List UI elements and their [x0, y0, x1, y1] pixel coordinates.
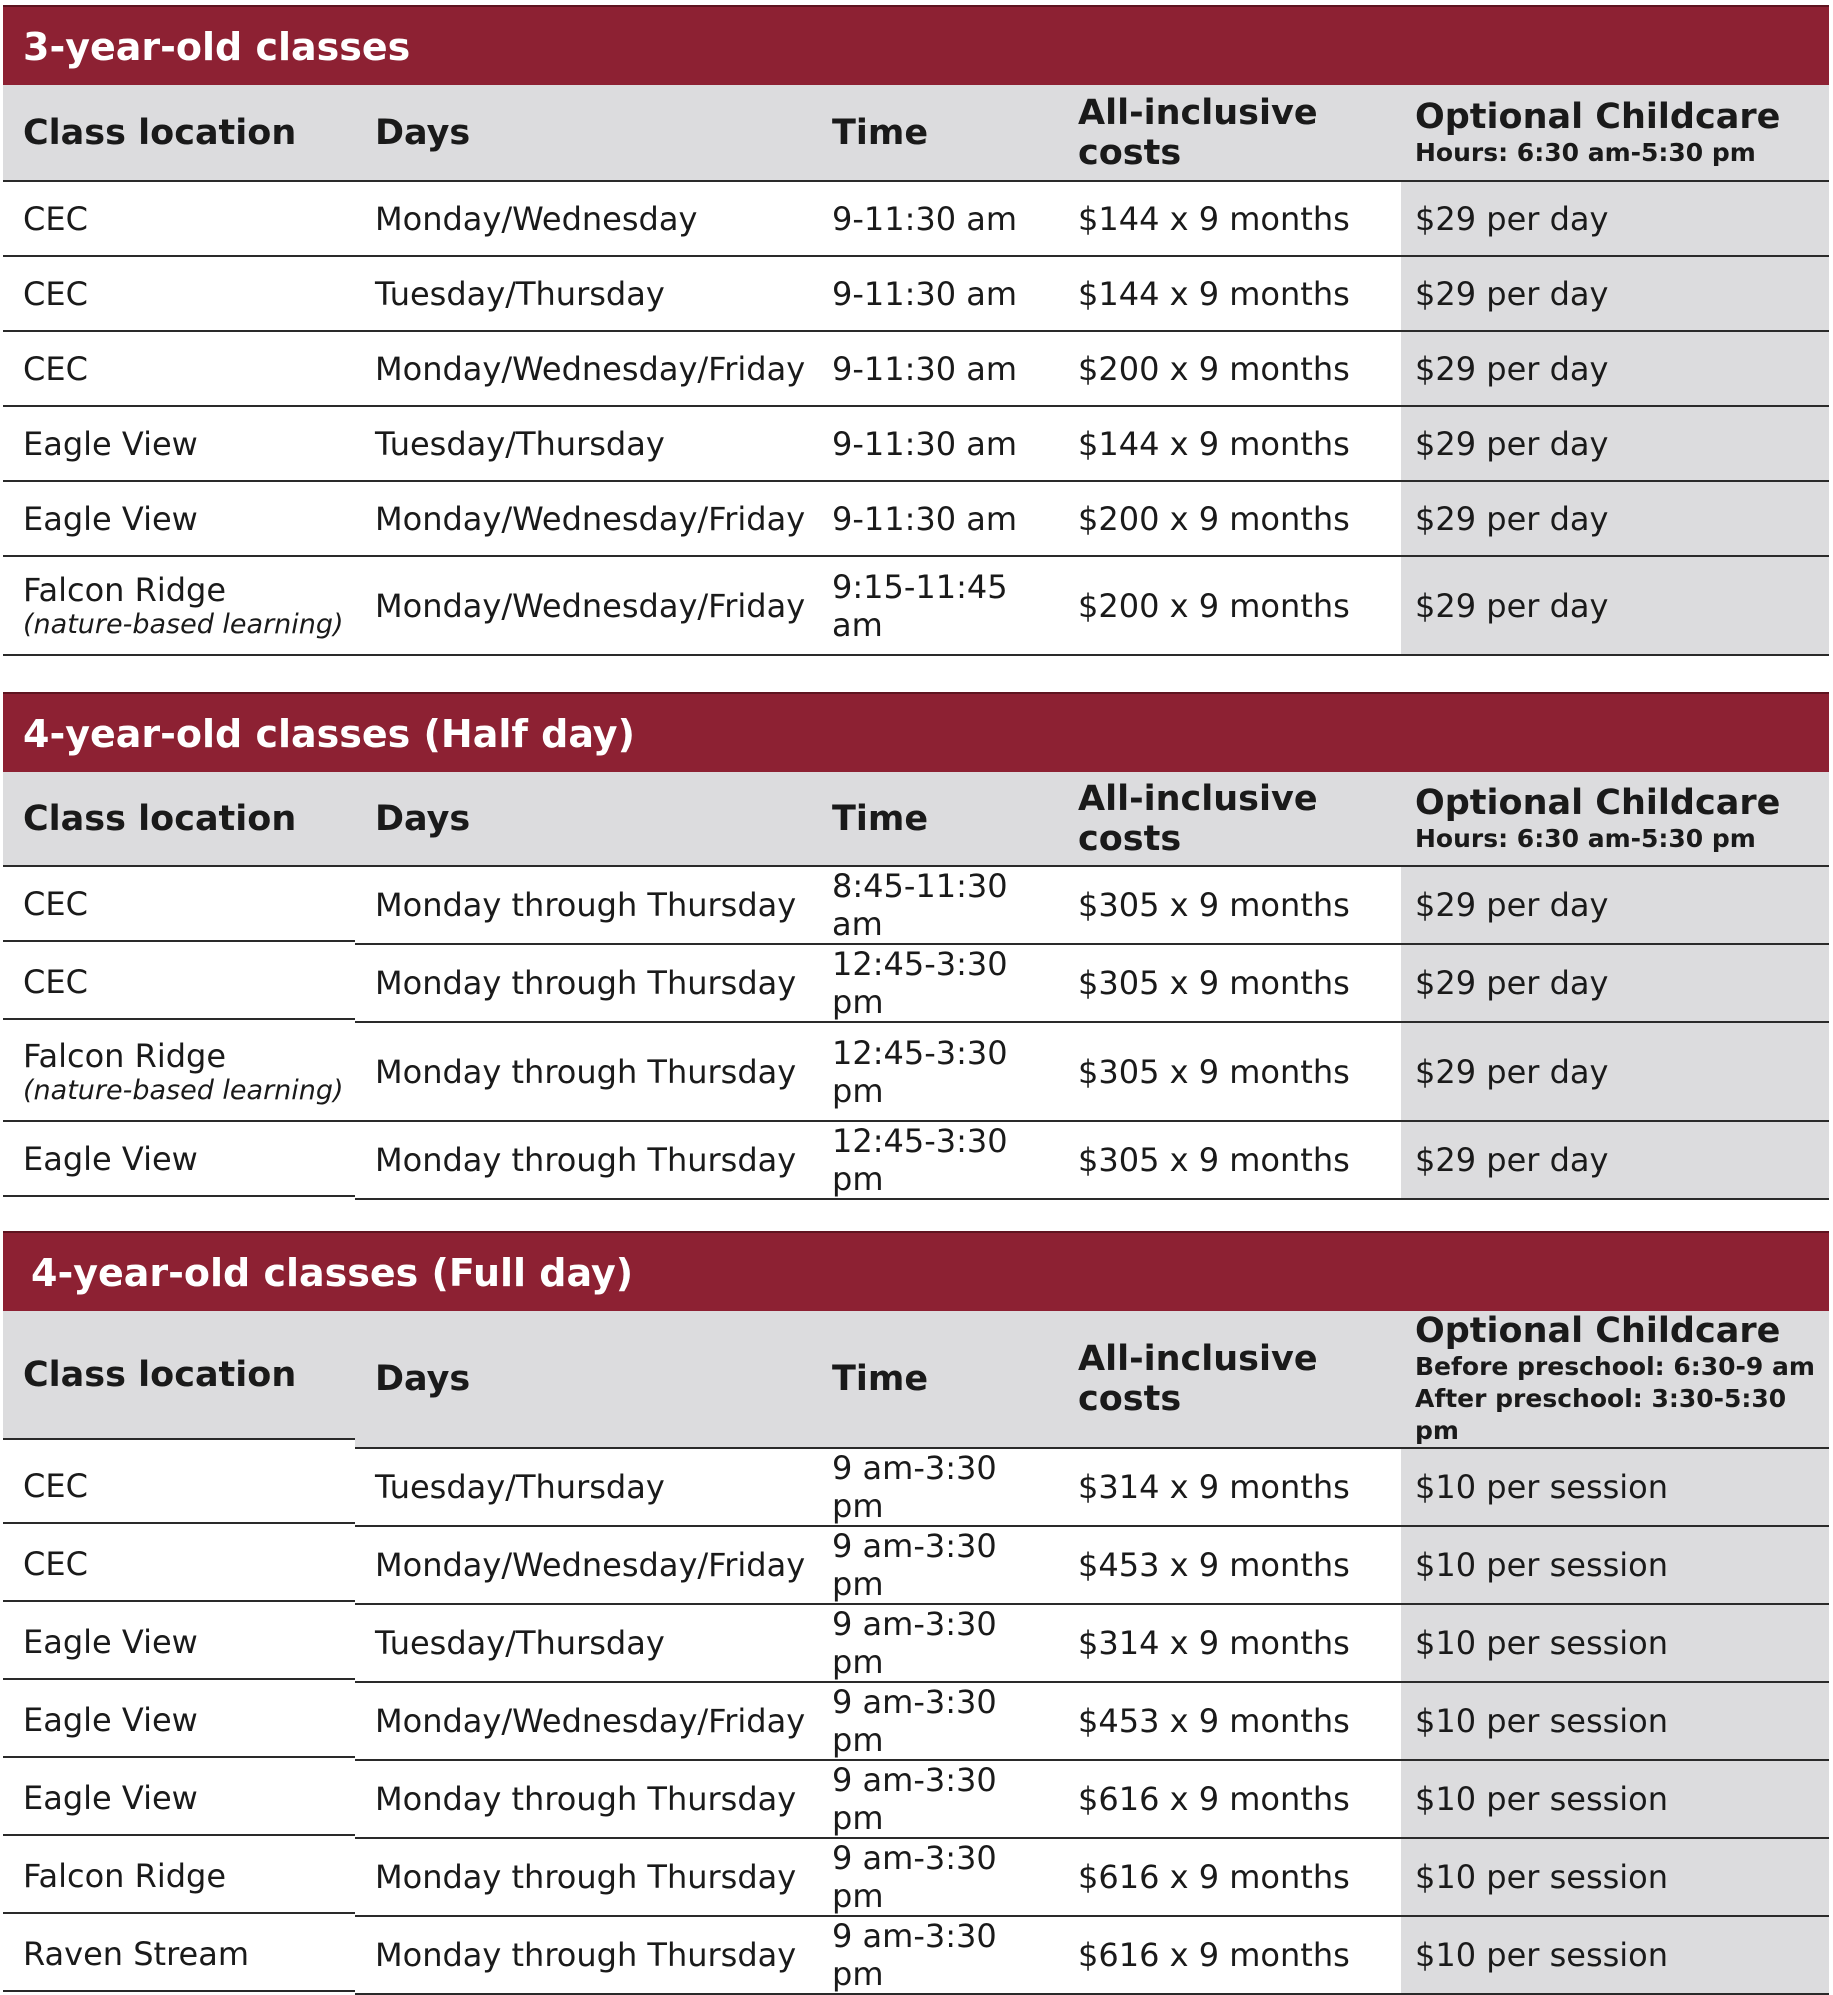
header-costs: All-inclusive costs: [1058, 85, 1401, 182]
cell-days: Monday through Thursday: [355, 1122, 812, 1200]
header-time: Time: [812, 85, 1058, 182]
header-days: Days: [355, 85, 812, 182]
cell-time: 9-11:30 am: [812, 332, 1058, 407]
class-table: [3, 772, 1829, 1200]
cell-days: Monday through Thursday: [355, 1023, 812, 1122]
header-class-location: Class location: [3, 85, 355, 182]
header-costs: All-inclusive costs: [1058, 1311, 1401, 1449]
cell-days: Monday through Thursday: [355, 1761, 812, 1839]
cell-time: 9 am-3:30 pm: [812, 1839, 1058, 1917]
cell-childcare: $29 per day: [1401, 182, 1829, 257]
class-table: [3, 85, 1829, 656]
class-table: [3, 1311, 1829, 1995]
cell-cost: $616 x 9 months: [1058, 1917, 1401, 1995]
cell-childcare: $29 per day: [1401, 945, 1829, 1023]
cell-childcare: $10 per session: [1401, 1839, 1829, 1917]
cell-time: 9 am-3:30 pm: [812, 1449, 1058, 1527]
cell-days: Monday/Wednesday/Friday: [355, 1527, 812, 1605]
cell-days: Tuesday/Thursday: [355, 257, 812, 332]
cell-childcare: $29 per day: [1401, 332, 1829, 407]
cell-childcare: $29 per day: [1401, 1122, 1829, 1200]
location-name: Falcon Ridge: [23, 1036, 227, 1075]
cell-location: Eagle View: [3, 1122, 355, 1197]
cell-childcare: $10 per session: [1401, 1683, 1829, 1761]
cell-location: CEC: [3, 867, 355, 942]
section-title: 3-year-old classes: [3, 5, 1829, 85]
header-class-location: Class location: [3, 772, 355, 867]
cell-location: CEC: [3, 182, 355, 257]
cell-time: 9 am-3:30 pm: [812, 1683, 1058, 1761]
header-days: Days: [355, 1311, 812, 1449]
cell-time: 8:45-11:30 am: [812, 867, 1058, 945]
section-title: 4-year-old classes (Half day): [3, 692, 1829, 772]
cell-location: Eagle View: [3, 1683, 355, 1758]
header-class-location: Class location: [3, 1311, 355, 1440]
cell-days: Monday through Thursday: [355, 1917, 812, 1995]
cell-childcare: $29 per day: [1401, 257, 1829, 332]
header-childcare: [1401, 85, 1829, 182]
cell-location: Raven Stream: [3, 1917, 355, 1992]
cell-location: [3, 1023, 355, 1122]
cell-days: Tuesday/Thursday: [355, 407, 812, 482]
cell-cost: $616 x 9 months: [1058, 1839, 1401, 1917]
cell-cost: $305 x 9 months: [1058, 945, 1401, 1023]
cell-cost: $144 x 9 months: [1058, 182, 1401, 257]
header-childcare: [1401, 1311, 1829, 1449]
cell-location: Eagle View: [3, 1605, 355, 1680]
header-costs: All-inclusive costs: [1058, 772, 1401, 867]
header-days: Days: [355, 772, 812, 867]
cell-cost: $314 x 9 months: [1058, 1605, 1401, 1683]
section-4-year-old-full-day: [3, 1231, 1829, 1995]
cell-days: Monday/Wednesday/Friday: [355, 1683, 812, 1761]
cell-time: 9:15-11:45 am: [812, 557, 1058, 656]
cell-time: 9 am-3:30 pm: [812, 1917, 1058, 1995]
cell-childcare: $29 per day: [1401, 867, 1829, 945]
cell-location: CEC: [3, 1527, 355, 1602]
cell-cost: $453 x 9 months: [1058, 1527, 1401, 1605]
cell-time: 9-11:30 am: [812, 482, 1058, 557]
cell-location: Eagle View: [3, 482, 355, 557]
header-childcare: [1401, 772, 1829, 867]
header-childcare-title: Optional Childcare: [1415, 96, 1781, 137]
header-childcare-title: Optional Childcare: [1415, 782, 1781, 823]
cell-childcare: $29 per day: [1401, 482, 1829, 557]
cell-days: Tuesday/Thursday: [355, 1605, 812, 1683]
header-childcare-hours: Hours: 6:30 am-5:30 pm: [1415, 137, 1756, 167]
location-name: Falcon Ridge: [23, 570, 227, 609]
cell-childcare: $29 per day: [1401, 1023, 1829, 1122]
cell-days: Monday/Wednesday: [355, 182, 812, 257]
section-4-year-old-half-day: [3, 692, 1829, 1200]
cell-location: CEC: [3, 332, 355, 407]
cell-cost: $305 x 9 months: [1058, 867, 1401, 945]
cell-location: Falcon Ridge: [3, 1839, 355, 1914]
cell-cost: $305 x 9 months: [1058, 1122, 1401, 1200]
cell-childcare: $10 per session: [1401, 1917, 1829, 1995]
location-note: (nature-based learning): [23, 1074, 344, 1106]
cell-days: Tuesday/Thursday: [355, 1449, 812, 1527]
cell-cost: $144 x 9 months: [1058, 257, 1401, 332]
cell-cost: $144 x 9 months: [1058, 407, 1401, 482]
cell-location: CEC: [3, 1449, 355, 1524]
cell-location: Eagle View: [3, 1761, 355, 1836]
cell-cost: $616 x 9 months: [1058, 1761, 1401, 1839]
header-childcare-before: Before preschool: 6:30-9 am: [1415, 1352, 1815, 1381]
location-note: (nature-based learning): [23, 608, 344, 640]
cell-days: Monday/Wednesday/Friday: [355, 332, 812, 407]
cell-cost: $200 x 9 months: [1058, 557, 1401, 656]
cell-childcare: $10 per session: [1401, 1527, 1829, 1605]
cell-cost: $453 x 9 months: [1058, 1683, 1401, 1761]
header-childcare-after: After preschool: 3:30-5:30 pm: [1415, 1384, 1787, 1445]
header-time: Time: [812, 1311, 1058, 1449]
cell-days: Monday/Wednesday/Friday: [355, 557, 812, 656]
cell-cost: $314 x 9 months: [1058, 1449, 1401, 1527]
cell-time: 12:45-3:30 pm: [812, 1122, 1058, 1200]
cell-childcare: $10 per session: [1401, 1605, 1829, 1683]
cell-time: 9 am-3:30 pm: [812, 1527, 1058, 1605]
cell-childcare: $10 per session: [1401, 1449, 1829, 1527]
cell-cost: $305 x 9 months: [1058, 1023, 1401, 1122]
cell-time: 12:45-3:30 pm: [812, 945, 1058, 1023]
cell-location: CEC: [3, 257, 355, 332]
header-childcare-hours: Hours: 6:30 am-5:30 pm: [1415, 823, 1756, 853]
cell-days: Monday through Thursday: [355, 1839, 812, 1917]
cell-time: 9 am-3:30 pm: [812, 1761, 1058, 1839]
cell-time: 9 am-3:30 pm: [812, 1605, 1058, 1683]
cell-childcare: $29 per day: [1401, 557, 1829, 656]
cell-time: 9-11:30 am: [812, 182, 1058, 257]
cell-days: Monday/Wednesday/Friday: [355, 482, 812, 557]
header-time: Time: [812, 772, 1058, 867]
cell-days: Monday through Thursday: [355, 867, 812, 945]
cell-location: CEC: [3, 945, 355, 1020]
cell-childcare: $10 per session: [1401, 1761, 1829, 1839]
section-title: 4-year-old classes (Full day): [3, 1231, 1829, 1311]
cell-days: Monday through Thursday: [355, 945, 812, 1023]
header-childcare-title: Optional Childcare: [1415, 1311, 1781, 1351]
cell-childcare: $29 per day: [1401, 407, 1829, 482]
section-3-year-old: [3, 5, 1829, 656]
cell-cost: $200 x 9 months: [1058, 332, 1401, 407]
cell-time: 9-11:30 am: [812, 257, 1058, 332]
cell-location: [3, 557, 355, 656]
cell-location: Eagle View: [3, 407, 355, 482]
cell-cost: $200 x 9 months: [1058, 482, 1401, 557]
cell-time: 9-11:30 am: [812, 407, 1058, 482]
cell-time: 12:45-3:30 pm: [812, 1023, 1058, 1122]
